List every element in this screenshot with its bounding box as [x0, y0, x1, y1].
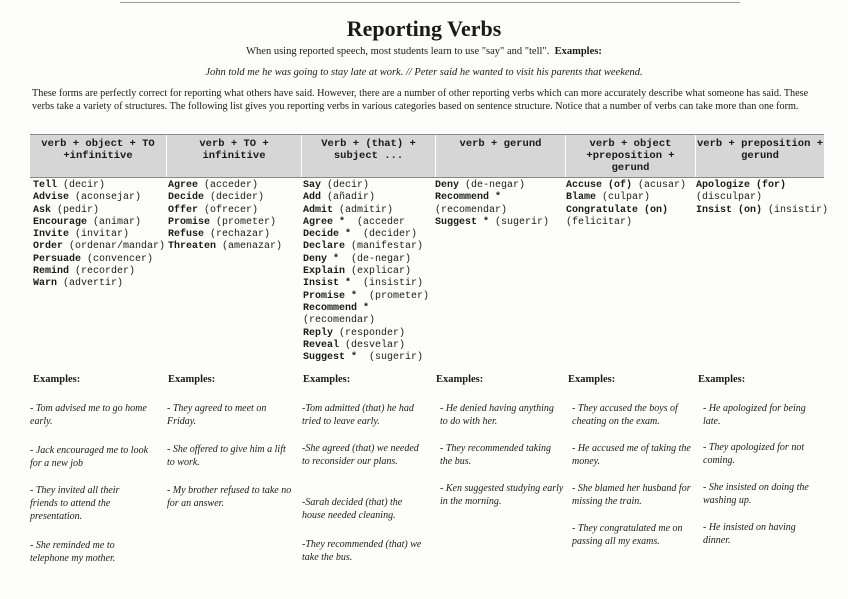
- verb-gloss: (desvelar): [345, 339, 406, 351]
- verb-name: Deny *: [303, 253, 340, 265]
- verb-entry: [303, 340, 429, 352]
- verb-gloss: (felicitar): [566, 216, 633, 228]
- verb-entry: [168, 192, 282, 204]
- verb-gloss: (responder): [339, 327, 406, 339]
- intro-examples-label: Examples:: [554, 46, 602, 57]
- example-item: - He denied having anything to do with her.: [440, 403, 554, 427]
- verb-entry: [33, 217, 165, 229]
- example-item: - He accused me of taking the money.: [572, 443, 691, 467]
- verb-entry: [435, 205, 549, 217]
- verb-name: Explain: [303, 266, 346, 278]
- verb-entry: [303, 315, 429, 327]
- verb-gloss: (disculpar): [696, 192, 763, 204]
- verb-gloss: (amenazar): [222, 241, 283, 253]
- verb-name: Recommend *: [435, 192, 502, 204]
- verb-entry: [303, 229, 429, 241]
- verb-gloss: (pedir): [57, 204, 100, 216]
- verb-gloss: (culpar): [602, 192, 651, 204]
- verb-column: [33, 180, 165, 291]
- verb-name: Reveal: [303, 339, 340, 351]
- example-item: - She blamed her husband for missing the train.: [572, 483, 691, 507]
- verb-entry: [33, 192, 165, 204]
- verb-name: Congratulate (on): [566, 204, 669, 216]
- verb-name: Promise: [168, 216, 211, 228]
- intro-paragraph: These forms are perfectly correct for reporting what others have said. However, there are a number of other reporting verbs which can more accurately describe what someone has said. These verbs take a variety of structures. The following list gives you reporting verbs in various categories based on sentence structure. Notice that a number of verbs can take more than one form.: [32, 88, 809, 112]
- verb-column: [696, 180, 828, 217]
- verb-name: Suggest *: [303, 352, 358, 364]
- verb-entry: [566, 192, 686, 204]
- examples-label: Examples:: [568, 374, 616, 385]
- example-item: - They invited all their friends to attend the presentation.: [30, 485, 120, 522]
- verb-entry: [33, 205, 165, 217]
- verb-entry: [303, 254, 429, 266]
- examples-label: Examples:: [303, 374, 351, 385]
- verb-entry: [303, 303, 429, 315]
- verb-name: Offer: [168, 204, 199, 216]
- example-item: - She insisted on doing the washing up.: [703, 482, 809, 506]
- verb-gloss: (acusar): [638, 180, 687, 191]
- verb-gloss: (insistir): [357, 278, 424, 290]
- verb-gloss: (admitir): [339, 204, 394, 216]
- verb-name: Blame: [566, 192, 597, 204]
- verb-name: Deny: [435, 180, 460, 191]
- verb-gloss: (rechazar): [210, 229, 271, 241]
- verb-name: Recommend *: [303, 302, 370, 314]
- verb-gloss: (manifestar): [351, 241, 424, 253]
- verb-entry: [33, 241, 165, 253]
- verb-entry: [303, 266, 429, 278]
- verb-entry: [566, 217, 686, 229]
- example-item: -Tom admitted (that) he had tried to leave early.: [302, 403, 414, 427]
- verb-entry: [303, 328, 429, 340]
- verb-name: Reply: [303, 327, 334, 339]
- verb-gloss: (de-negar): [465, 180, 526, 191]
- verb-entry: [303, 291, 429, 303]
- verb-entry: [566, 205, 686, 217]
- verb-entry: [696, 205, 828, 217]
- verb-name: Accuse (of): [566, 180, 633, 191]
- verb-entry: [303, 192, 429, 204]
- verb-entry: [33, 180, 165, 192]
- verb-name: Suggest *: [435, 216, 490, 228]
- verb-name: Order: [33, 241, 64, 253]
- verb-gloss: (añadir): [327, 192, 376, 204]
- verb-name: Tell: [33, 180, 58, 191]
- example-item: -She agreed (that) we needed to reconsider our plans.: [302, 443, 419, 467]
- table-header: [30, 134, 824, 178]
- top-rule: [120, 2, 740, 3]
- verb-entry: [303, 241, 429, 253]
- example-item: - Ken suggested studying early in the morning.: [440, 483, 564, 507]
- verb-gloss: (ofrecer): [204, 204, 259, 216]
- verb-entry: [33, 254, 165, 266]
- verb-entry: [168, 241, 282, 253]
- verb-entry: [696, 192, 828, 204]
- verb-gloss: (decider): [210, 192, 265, 204]
- verb-entry: [696, 180, 828, 192]
- example-item: - My brother refused to take no for an answer.: [167, 485, 292, 509]
- verb-gloss: (explicar): [351, 266, 412, 278]
- verb-column: [303, 180, 429, 364]
- verb-entry: [303, 217, 429, 229]
- verb-entry: [566, 180, 686, 192]
- verb-entry: [168, 217, 282, 229]
- verb-gloss: (recomendar): [303, 315, 376, 327]
- intro-line: [0, 46, 848, 57]
- verb-gloss: (recomendar): [435, 204, 508, 216]
- verb-name: Ask: [33, 204, 52, 216]
- verb-gloss: (insistir): [768, 204, 829, 216]
- verb-entry: [33, 266, 165, 278]
- verb-name: Advise: [33, 192, 70, 204]
- verb-name: Threaten: [168, 241, 217, 253]
- page-title: Reporting Verbs: [346, 16, 502, 41]
- verb-gloss: (acceder): [204, 180, 259, 191]
- example-item: - They agreed to meet on Friday.: [167, 403, 267, 427]
- examples-label: Examples:: [436, 374, 484, 385]
- examples-label: Examples:: [33, 374, 81, 385]
- verb-name: Apologize (for): [696, 180, 787, 191]
- example-item: - She reminded me to telephone my mother.: [30, 540, 116, 564]
- verb-gloss: (prometer): [363, 290, 430, 302]
- verb-gloss: (prometer): [216, 216, 277, 228]
- verb-gloss: (aconsejar): [75, 192, 142, 204]
- verb-entry: [435, 180, 549, 192]
- example-item: - Tom advised me to go home early.: [30, 403, 147, 427]
- verb-entry: [168, 205, 282, 217]
- verb-name: Insist *: [303, 278, 352, 290]
- verb-entry: [168, 229, 282, 241]
- example-item: - Jack encouraged me to look for a new job: [30, 445, 149, 469]
- verb-name: Remind: [33, 266, 70, 278]
- verb-gloss: (decir): [327, 180, 370, 191]
- verb-name: Promise *: [303, 290, 358, 302]
- verb-entry: [435, 192, 549, 204]
- verb-column: [168, 180, 282, 254]
- verb-name: Decide *: [303, 229, 352, 241]
- verb-name: Admit: [303, 204, 334, 216]
- header-cell: verb + preposition + gerund: [695, 135, 824, 177]
- verb-gloss: (invitar): [75, 229, 130, 241]
- verb-entry: [303, 352, 429, 364]
- verb-name: Insist (on): [696, 204, 763, 216]
- header-cell: verb + TO + infinitive: [166, 135, 301, 177]
- example-item: -Sarah decided (that) the house needed cleaning.: [302, 497, 403, 521]
- verb-entry: [435, 217, 549, 229]
- verb-gloss: (decider): [357, 229, 418, 241]
- header-cell: verb + object + TO +infinitive: [41, 138, 155, 162]
- verb-name: Say: [303, 180, 322, 191]
- verb-name: Invite: [33, 229, 70, 241]
- verb-gloss: (advertir): [63, 278, 124, 290]
- verb-entry: [168, 180, 282, 192]
- example-item: - He apologized for being late.: [703, 403, 806, 427]
- header-cell: verb + gerund: [435, 135, 565, 177]
- intro-example-line: John told me he was going to stay late at work. // Peter said he wanted to visit his parents that weekend.: [205, 67, 643, 78]
- example-item: - They accused the boys of cheating on the exam.: [572, 403, 678, 427]
- examples-label: Examples:: [698, 374, 746, 385]
- verb-name: Declare: [303, 241, 346, 253]
- verb-gloss: (convencer): [87, 253, 154, 265]
- verb-gloss: (sugerir): [495, 216, 550, 228]
- verb-name: Decide: [168, 192, 205, 204]
- intro-text: When using reported speech, most students learn to use "say" and "tell".: [246, 46, 550, 57]
- examples-label: Examples:: [168, 374, 216, 385]
- example-item: - They recommended taking the bus.: [440, 443, 551, 467]
- verb-name: Warn: [33, 278, 58, 290]
- verb-gloss: (ordenar/mandar): [69, 241, 166, 253]
- verb-entry: [303, 205, 429, 217]
- verb-entry: [303, 180, 429, 192]
- header-cell: Verb + (that) + subject ...: [301, 135, 435, 177]
- verb-entry: [303, 278, 429, 290]
- verb-gloss: (acceder: [351, 216, 406, 228]
- verb-name: Add: [303, 192, 322, 204]
- example-item: -They recommended (that) we take the bus.: [302, 539, 422, 563]
- example-item: - He insisted on having dinner.: [703, 522, 796, 546]
- verb-column: [566, 180, 686, 229]
- verb-entry: [33, 229, 165, 241]
- verb-name: Refuse: [168, 229, 205, 241]
- verb-gloss: (recorder): [75, 266, 136, 278]
- verb-name: Encourage: [33, 216, 88, 228]
- example-item: - They congratulated me on passing all my exams.: [572, 523, 683, 547]
- example-item: - They apologized for not coming.: [703, 442, 805, 466]
- verb-gloss: (decir): [63, 180, 106, 191]
- verb-column: [435, 180, 549, 229]
- verb-name: Agree *: [303, 216, 346, 228]
- verb-name: Agree: [168, 180, 199, 191]
- verb-entry: [33, 278, 165, 290]
- verb-gloss: (sugerir): [363, 352, 424, 364]
- verb-gloss: (de-negar): [345, 253, 412, 265]
- verb-name: Persuade: [33, 253, 82, 265]
- header-cell: verb + object +preposition + gerund: [565, 135, 695, 177]
- verb-gloss: (animar): [93, 216, 142, 228]
- example-item: - She offered to give him a lift to work.: [167, 444, 286, 468]
